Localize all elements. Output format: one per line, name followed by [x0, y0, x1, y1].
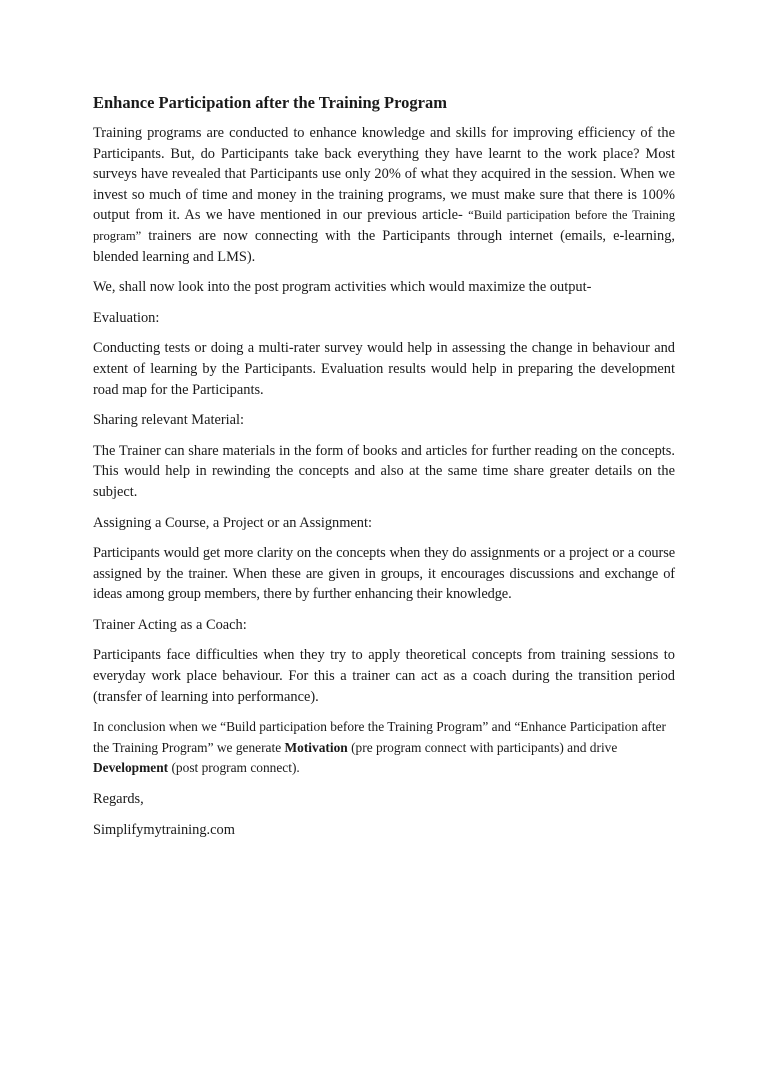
section-body-evaluation: Conducting tests or doing a multi-rater survey would help in assessing the change in behaviour and extent of learning by the Participants. Evaluation results would help in preparing the development road map for the Participants. — [93, 340, 675, 398]
conclusion-text: In conclusion when we “Build participation before the Training Program” and “Enhance Participation after the Training Program” we generate — [93, 719, 667, 755]
section-body-sharing-material: The Trainer can share materials in the form of books and articles for further reading on the concepts. This would help in rewinding the concepts and also at the same time share greater details on the subject. — [93, 442, 675, 500]
lead-paragraph: We, shall now look into the post program activities which would maximize the output- — [93, 279, 592, 296]
conclusion-development: Development — [93, 760, 169, 776]
section-heading-assigning-course: Assigning a Course, a Project or an Assignment: — [93, 514, 372, 531]
conclusion-paragraph — [93, 717, 675, 779]
intro-quote: “Build participation before the Training program” — [93, 208, 676, 243]
document-title: Enhance Participation after the Training Program — [93, 93, 447, 112]
conclusion-text-middle: (pre program connect with participants) and drive — [347, 739, 618, 755]
conclusion-motivation: Motivation — [284, 739, 348, 755]
signature-line: Simplifymytraining.com — [93, 821, 235, 838]
section-heading-trainer-coach: Trainer Acting as a Coach: — [93, 616, 247, 633]
section-body-assigning-course: Participants would get more clarity on the concepts when they do assignments or a project or a course assigned by the trainer. When these are given in groups, it encourages discussions and exchange of ideas among group members, there by further enhancing their knowledge. — [93, 545, 675, 603]
intro-paragraph — [93, 123, 675, 267]
intro-text: Training programs are conducted to enhance knowledge and skills for improving efficiency of the Participants. But, do Participants take back everything they have learnt to the work place? Most surveys have revealed that Participants use only 20% of what they acquired in the session. When we invest so much of time and money in the training programs, we must make sure that there is 100% output from it. As we have mentioned in our previous article- — [93, 125, 675, 224]
intro-text-continued: trainers are now connecting with the Participants through internet (emails, e-learning, blended learning and LMS). — [93, 227, 675, 265]
closing-line: Regards, — [93, 791, 144, 808]
conclusion-text-end: (post program connect). — [168, 760, 300, 776]
section-heading-evaluation: Evaluation: — [93, 309, 160, 326]
section-body-trainer-coach: Participants face difficulties when they try to apply theoretical concepts from training sessions to everyday work place behaviour. For this a trainer can act as a coach during the transition period (transfer of learning into performance). — [93, 647, 675, 705]
document-body — [93, 93, 675, 850]
section-heading-sharing-material: Sharing relevant Material: — [93, 412, 245, 429]
